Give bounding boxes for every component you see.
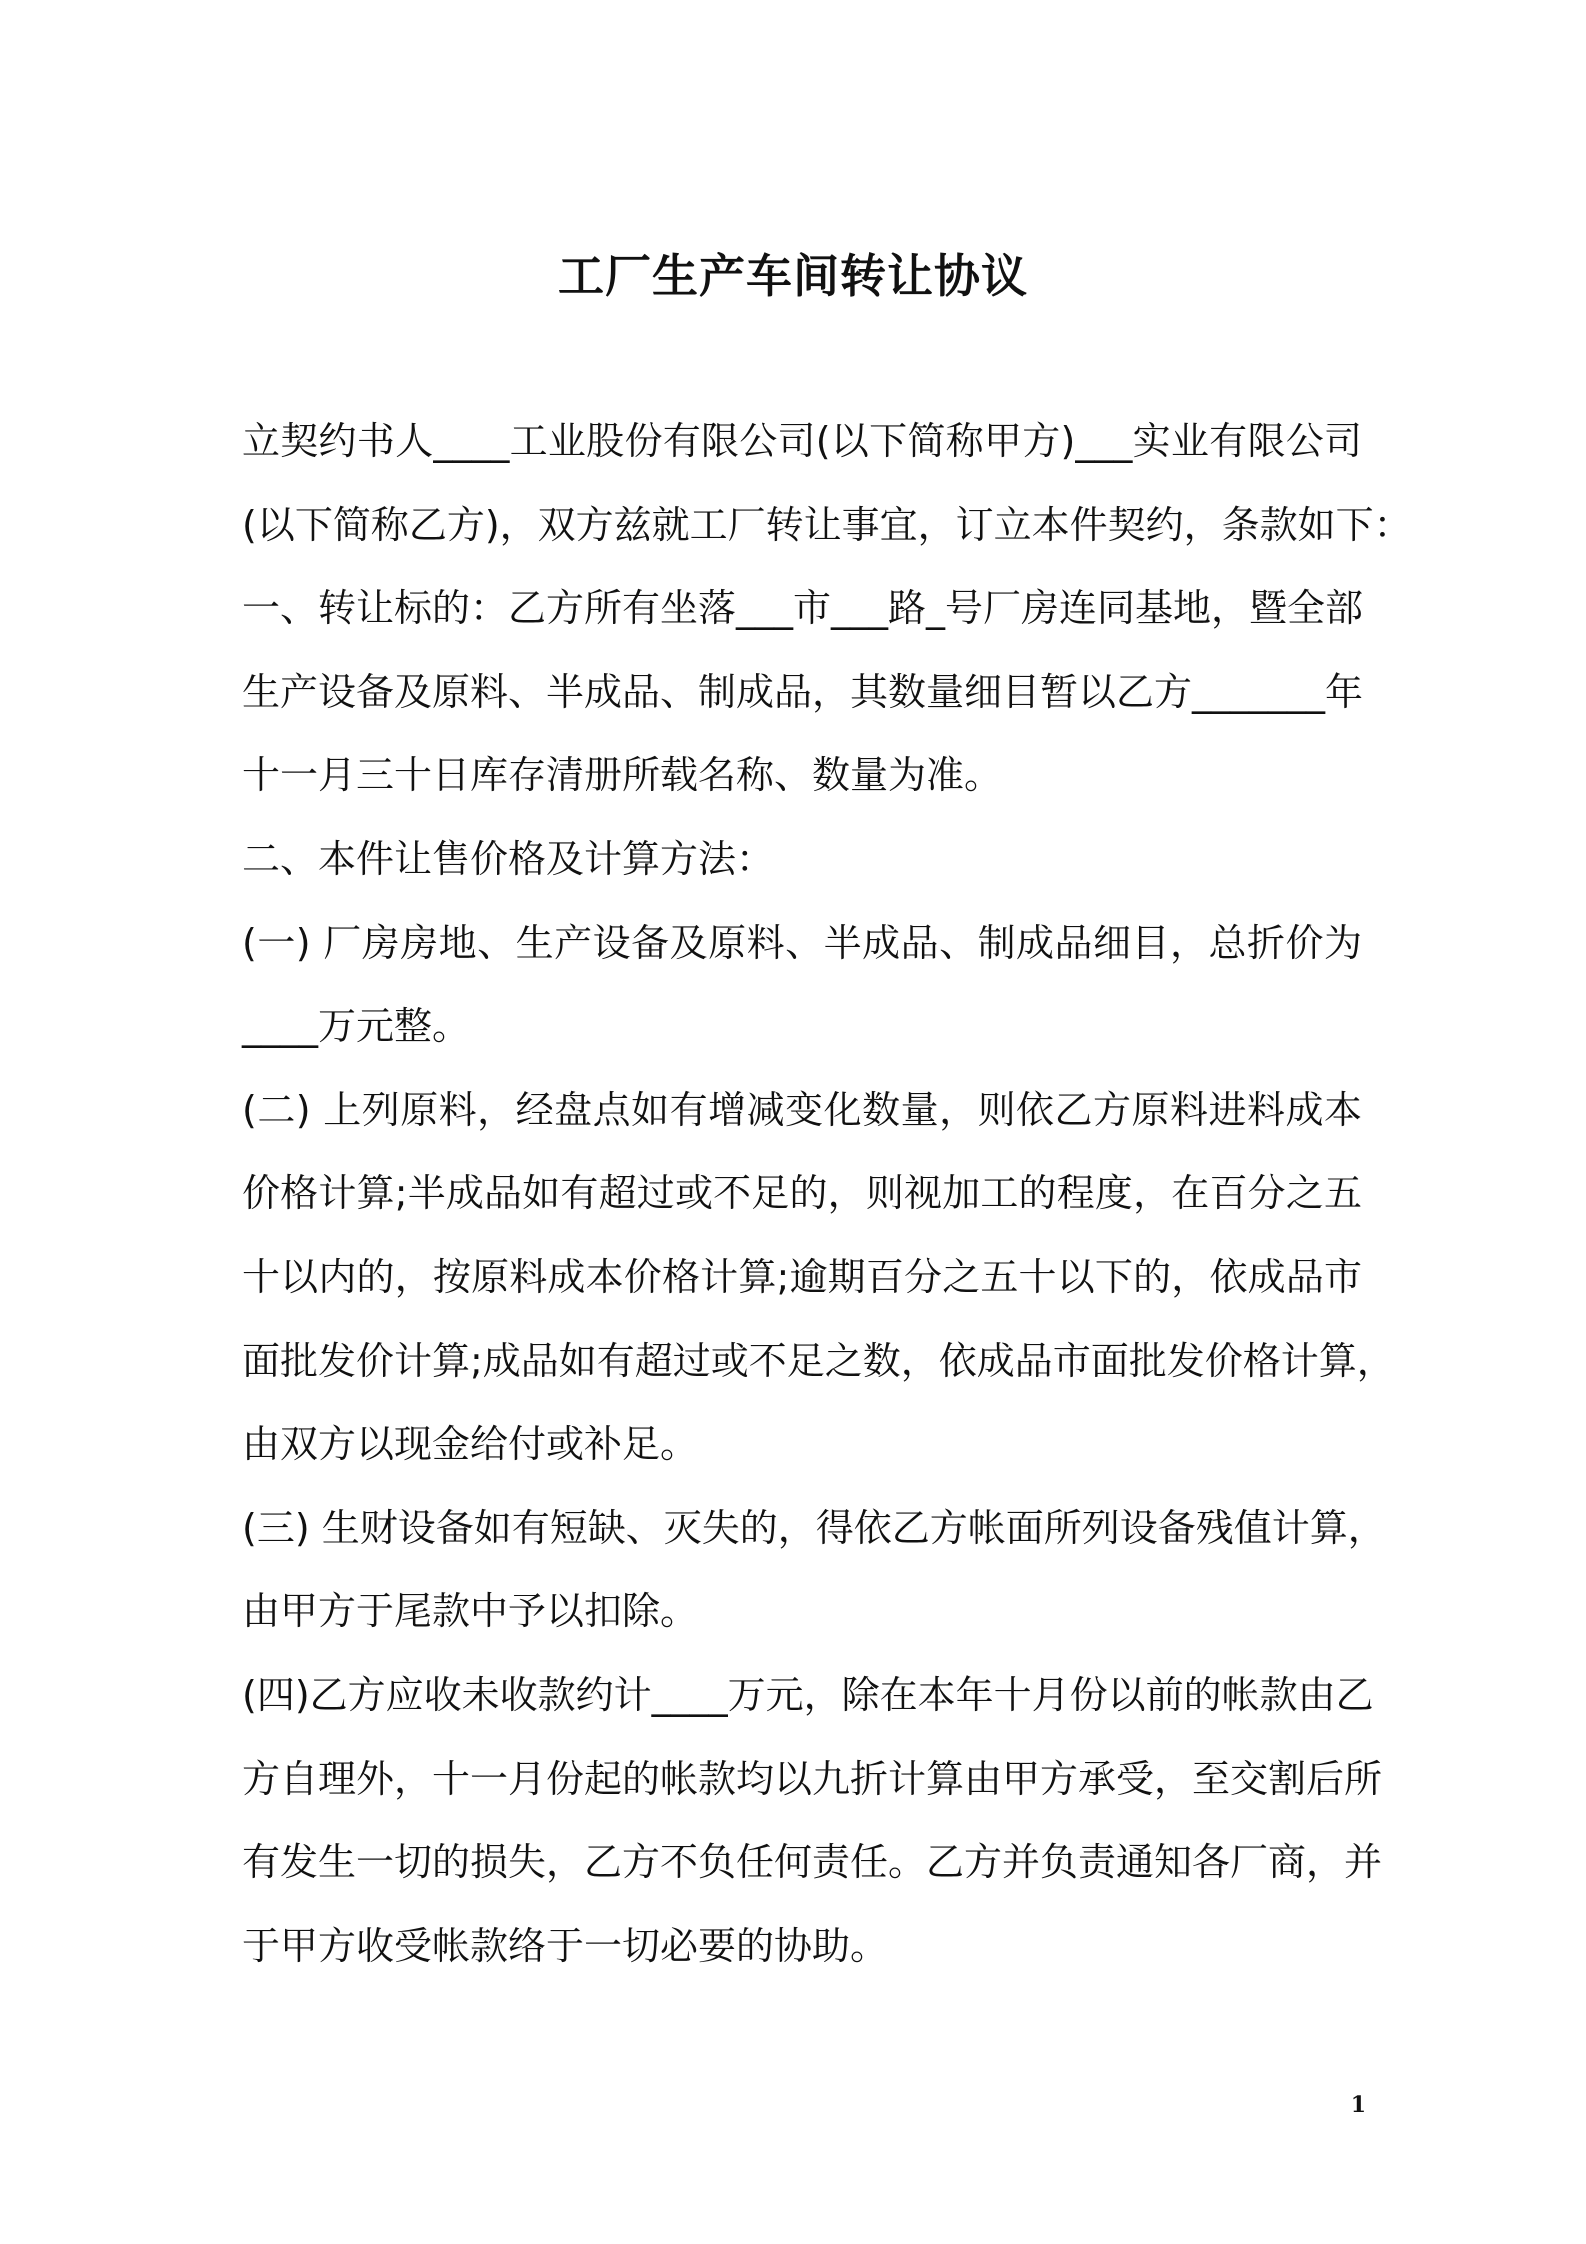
document-title: 工厂生产车间转让协议: [558, 248, 1028, 303]
body-line: 二、本件让售价格及计算方法：: [242, 836, 775, 881]
body-line: 十一月三十日库存清册所载名称、数量为准。: [242, 753, 1003, 798]
body-line: 由双方以现金给付或补足。: [242, 1422, 699, 1467]
body-line: (四)乙方应收未收款约计____万元，除在本年十月份以前的帐款由乙: [242, 1672, 1374, 1717]
body-line: 价格计算;半成品如有超过或不足的，则视加工的程度，在百分之五: [242, 1171, 1362, 1216]
body-line: 由甲方于尾款中予以扣除。: [242, 1589, 699, 1634]
document-body: [242, 400, 1412, 1988]
page-number: 1: [1350, 2092, 1366, 2118]
body-line: (以下简称乙方)，双方兹就工厂转让事宜，订立本件契约，条款如下：: [242, 502, 1412, 547]
body-line: ____万元整。: [242, 1004, 471, 1049]
body-line: (三) 生财设备如有短缺、灭失的，得依乙方帐面所列设备残值计算，: [242, 1505, 1386, 1550]
body-line: 十以内的，按原料成本价格计算;逾期百分之五十以下的，依成品市: [242, 1254, 1362, 1299]
body-line: 于甲方收受帐款络于一切必要的协助。: [242, 1923, 889, 1968]
body-line: 有发生一切的损失，乙方不负任何责任。乙方并负责通知各厂商，并: [242, 1840, 1383, 1885]
body-line: 方自理外，十一月份起的帐款均以九折计算由甲方承受，至交割后所: [242, 1756, 1383, 1801]
body-line: (二) 上列原料，经盘点如有增减变化数量，则依乙方原料进料成本: [242, 1087, 1362, 1132]
body-line: (一) 厂房房地、生产设备及原料、半成品、制成品细目，总折价为: [242, 920, 1362, 965]
body-line: 生产设备及原料、半成品、制成品，其数量细目暂以乙方_______年: [242, 669, 1364, 714]
body-line: 一、转让标的：乙方所有坐落___市___路_号厂房连同基地，暨全部: [242, 586, 1364, 631]
body-line: 立契约书人____工业股份有限公司(以下简称甲方)___实业有限公司: [242, 419, 1362, 463]
body-line: 面批发价计算;成品如有超过或不足之数，依成品市面批发价格计算，: [242, 1338, 1395, 1383]
